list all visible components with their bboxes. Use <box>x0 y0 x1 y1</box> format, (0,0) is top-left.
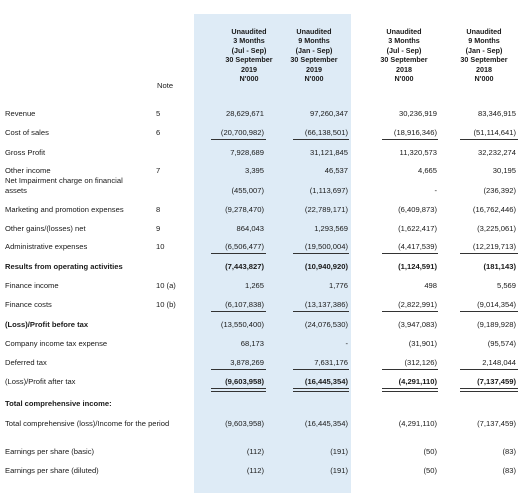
cell-3m-2019: (9,603,958) <box>225 377 264 386</box>
cell-9m-2019: (22,789,171) <box>304 205 348 214</box>
cell-9m-2019: 46,537 <box>324 166 348 175</box>
cell-3m-2018: (31,901) <box>408 339 437 348</box>
cell-3m-2019: 864,043 <box>236 224 264 233</box>
cell-3m-2018: - <box>434 186 437 195</box>
row-label: Cost of sales <box>5 128 49 137</box>
row-finance-income <box>0 281 526 293</box>
cell-3m-2019: (112) <box>246 466 264 475</box>
cell-9m-2019: 31,121,845 <box>309 148 348 157</box>
underline-deferred-tax <box>382 369 438 370</box>
cell-3m-2019: 68,173 <box>240 339 264 348</box>
row-income-tax <box>0 339 526 351</box>
cell-9m-2018: (7,137,459) <box>477 377 516 386</box>
cell-9m-2018: (9,014,354) <box>477 300 516 309</box>
row-note: 10 (a) <box>156 281 176 290</box>
row-label: Earnings per share (basic) <box>5 447 95 456</box>
underline-admin-expenses <box>382 253 438 254</box>
double-underline-loss-after-tax <box>211 388 266 389</box>
cell-3m-2018: 498 <box>424 281 437 290</box>
column-year: 2019 <box>306 64 322 74</box>
column-header-9m-2018 <box>444 27 524 83</box>
row-marketing-expenses <box>0 205 526 217</box>
cell-3m-2019: (9,278,470) <box>225 205 264 214</box>
row-note: 7 <box>156 166 161 175</box>
double-underline-loss-after-tax <box>460 391 518 392</box>
cell-3m-2018: (4,291,110) <box>398 377 437 386</box>
cell-3m-2019: (20,700,982) <box>220 128 264 137</box>
cell-9m-2019: (191) <box>330 466 348 475</box>
row-label: (Loss)/Profit before tax <box>5 320 89 329</box>
row-label-continued: assets <box>5 185 27 195</box>
cell-9m-2018: (51,114,641) <box>473 128 516 137</box>
row-gross-profit <box>0 148 526 160</box>
column-status: Unaudited <box>231 27 267 36</box>
row-label: Revenue <box>5 109 36 118</box>
row-loss-before-tax <box>0 320 526 332</box>
column-year: 2018 <box>476 64 492 74</box>
column-status: Unaudited <box>466 27 502 36</box>
column-period: 3 Months <box>388 36 420 46</box>
row-label: Net Impairment charge on financial <box>5 176 123 185</box>
cell-9m-2018: (83) <box>502 447 516 456</box>
row-label: Company income tax expense <box>5 339 108 348</box>
row-label: Administrative expenses <box>5 242 88 251</box>
double-underline-loss-after-tax <box>211 391 266 392</box>
cell-9m-2019: (13,137,386) <box>304 300 348 309</box>
cell-3m-2019: 1,265 <box>244 281 264 290</box>
underline-cost-of-sales <box>382 139 438 140</box>
row-note: 6 <box>156 128 161 137</box>
column-unit: N'000 <box>304 74 324 84</box>
row-revenue <box>0 109 526 121</box>
underline-cost-of-sales <box>211 139 266 140</box>
cell-9m-2019: (19,500,004) <box>304 242 348 251</box>
cell-3m-2019: (13,550,400) <box>220 320 264 329</box>
cell-3m-2019: (7,443,827) <box>225 262 264 271</box>
cell-9m-2018: 30,195 <box>492 166 516 175</box>
row-total-comprehensive-loss <box>0 419 526 431</box>
row-label: Finance income <box>5 281 59 290</box>
cell-3m-2018: (1,124,591) <box>398 262 437 271</box>
cell-9m-2018: (16,762,446) <box>472 205 516 214</box>
cell-3m-2019: 7,928,689 <box>230 148 264 157</box>
row-eps-basic <box>0 447 526 459</box>
row-label: Other gains/(losses) net <box>5 224 86 233</box>
cell-3m-2018: (4,417,539) <box>398 242 437 251</box>
cell-3m-2019: (455,007) <box>231 186 264 195</box>
row-label: Earnings per share (diluted) <box>5 466 99 475</box>
column-unit: N'000 <box>239 74 259 84</box>
column-period: 9 Months <box>298 36 330 46</box>
double-underline-loss-after-tax <box>460 388 518 389</box>
cell-9m-2018: (181,143) <box>483 262 516 271</box>
cell-3m-2018: 4,665 <box>417 166 437 175</box>
row-other-gains <box>0 224 526 236</box>
cell-9m-2018: 2,148,044 <box>482 358 516 367</box>
cell-9m-2018: (236,392) <box>483 186 516 195</box>
underline-finance-costs <box>293 311 349 312</box>
column-header-9m-2019 <box>274 27 354 83</box>
column-period: 3 Months <box>233 36 265 46</box>
underline-admin-expenses <box>211 253 266 254</box>
column-date: 30 September <box>380 55 428 65</box>
cell-9m-2019: (16,445,354) <box>304 419 348 428</box>
column-date: 30 September <box>460 55 508 65</box>
cell-3m-2018: (2,822,991) <box>398 300 437 309</box>
column-year: 2018 <box>396 64 412 74</box>
underline-admin-expenses <box>460 253 518 254</box>
cell-3m-2019: 28,629,671 <box>225 109 264 118</box>
column-range: (Jul - Sep) <box>386 45 422 55</box>
underline-admin-expenses <box>293 253 349 254</box>
cell-9m-2019: (16,445,354) <box>304 377 348 386</box>
row-note: 9 <box>156 224 161 233</box>
cell-9m-2019: (10,940,920) <box>304 262 348 271</box>
cell-9m-2019: 1,776 <box>328 281 348 290</box>
cell-3m-2018: 30,236,919 <box>398 109 437 118</box>
column-range: (Jul - Sep) <box>231 45 267 55</box>
cell-3m-2019: (6,506,477) <box>225 242 264 251</box>
row-operating-results <box>0 262 526 274</box>
underline-finance-costs <box>382 311 438 312</box>
cell-3m-2018: (18,916,346) <box>393 128 437 137</box>
cell-9m-2019: (191) <box>330 447 348 456</box>
column-date: 30 September <box>290 55 338 65</box>
row-note: 5 <box>156 109 161 118</box>
row-label: Results from operating activities <box>5 262 123 271</box>
cell-9m-2018: (12,219,713) <box>472 242 516 251</box>
cell-3m-2019: (112) <box>246 447 264 456</box>
cell-9m-2019: 97,260,347 <box>309 109 348 118</box>
cell-3m-2018: (50) <box>423 466 437 475</box>
row-label: Gross Profit <box>5 148 46 157</box>
column-status: Unaudited <box>386 27 422 36</box>
cell-3m-2019: (6,107,838) <box>225 300 264 309</box>
cell-9m-2019: (1,113,697) <box>309 186 348 195</box>
underline-cost-of-sales <box>460 139 518 140</box>
cell-3m-2018: (312,126) <box>404 358 437 367</box>
row-label: Total comprehensive (loss)/Income for the period <box>5 419 170 428</box>
cell-3m-2018: (6,409,873) <box>398 205 437 214</box>
row-label: Marketing and promotion expenses <box>5 205 124 214</box>
underline-deferred-tax <box>460 369 518 370</box>
row-net-impairment <box>0 176 526 196</box>
cell-3m-2018: (4,291,110) <box>398 419 437 428</box>
cell-3m-2018: (3,947,083) <box>398 320 437 329</box>
column-year: 2019 <box>241 64 257 74</box>
cell-9m-2019: (24,076,530) <box>304 320 348 329</box>
row-label: Other income <box>5 166 51 175</box>
underline-deferred-tax <box>211 369 266 370</box>
cell-3m-2018: (1,622,417) <box>398 224 437 233</box>
cell-3m-2019: 3,395 <box>244 166 264 175</box>
cell-9m-2018: (9,189,928) <box>477 320 516 329</box>
row-note: 10 (b) <box>156 300 176 309</box>
cell-9m-2018: 83,346,915 <box>477 109 516 118</box>
cell-9m-2019: 7,631,176 <box>314 358 348 367</box>
cell-9m-2019: - <box>345 339 348 348</box>
row-eps-diluted <box>0 466 526 478</box>
underline-deferred-tax <box>293 369 349 370</box>
column-date: 30 September <box>225 55 273 65</box>
double-underline-loss-after-tax <box>293 388 349 389</box>
cell-3m-2019: (9,603,958) <box>225 419 264 428</box>
column-range: (Jan - Sep) <box>295 45 333 55</box>
cell-9m-2019: 1,293,569 <box>314 224 348 233</box>
cell-9m-2018: (83) <box>502 466 516 475</box>
row-label: (Loss)/Profit after tax <box>5 377 76 386</box>
underline-cost-of-sales <box>293 139 349 140</box>
cell-9m-2018: 32,232,274 <box>477 148 516 157</box>
column-period: 9 Months <box>468 36 500 46</box>
cell-9m-2018: (3,225,061) <box>477 224 516 233</box>
underline-finance-costs <box>211 311 266 312</box>
row-note: 10 <box>156 242 165 251</box>
column-unit: N'000 <box>394 74 414 84</box>
row-label: Deferred tax <box>5 358 47 367</box>
cell-9m-2019: (66,138,501) <box>304 128 348 137</box>
cell-9m-2018: (95,574) <box>487 339 516 348</box>
row-total-comprehensive-heading <box>0 399 526 411</box>
column-status: Unaudited <box>296 27 332 36</box>
column-range: (Jan - Sep) <box>465 45 503 55</box>
row-label: Finance costs <box>5 300 52 309</box>
column-header-3m-2018 <box>364 27 444 83</box>
cell-9m-2018: (7,137,459) <box>477 419 516 428</box>
cell-3m-2019: 3,878,269 <box>230 358 264 367</box>
cell-3m-2018: (50) <box>423 447 437 456</box>
double-underline-loss-after-tax <box>293 391 349 392</box>
note-column-header: Note <box>157 81 174 90</box>
column-unit: N'000 <box>474 74 494 84</box>
row-label: Total comprehensive income: <box>5 399 112 408</box>
cell-3m-2018: 11,320,573 <box>399 148 437 157</box>
double-underline-loss-after-tax <box>382 391 438 392</box>
underline-finance-costs <box>460 311 518 312</box>
double-underline-loss-after-tax <box>382 388 438 389</box>
cell-9m-2018: 5,569 <box>496 281 516 290</box>
row-note: 8 <box>156 205 161 214</box>
